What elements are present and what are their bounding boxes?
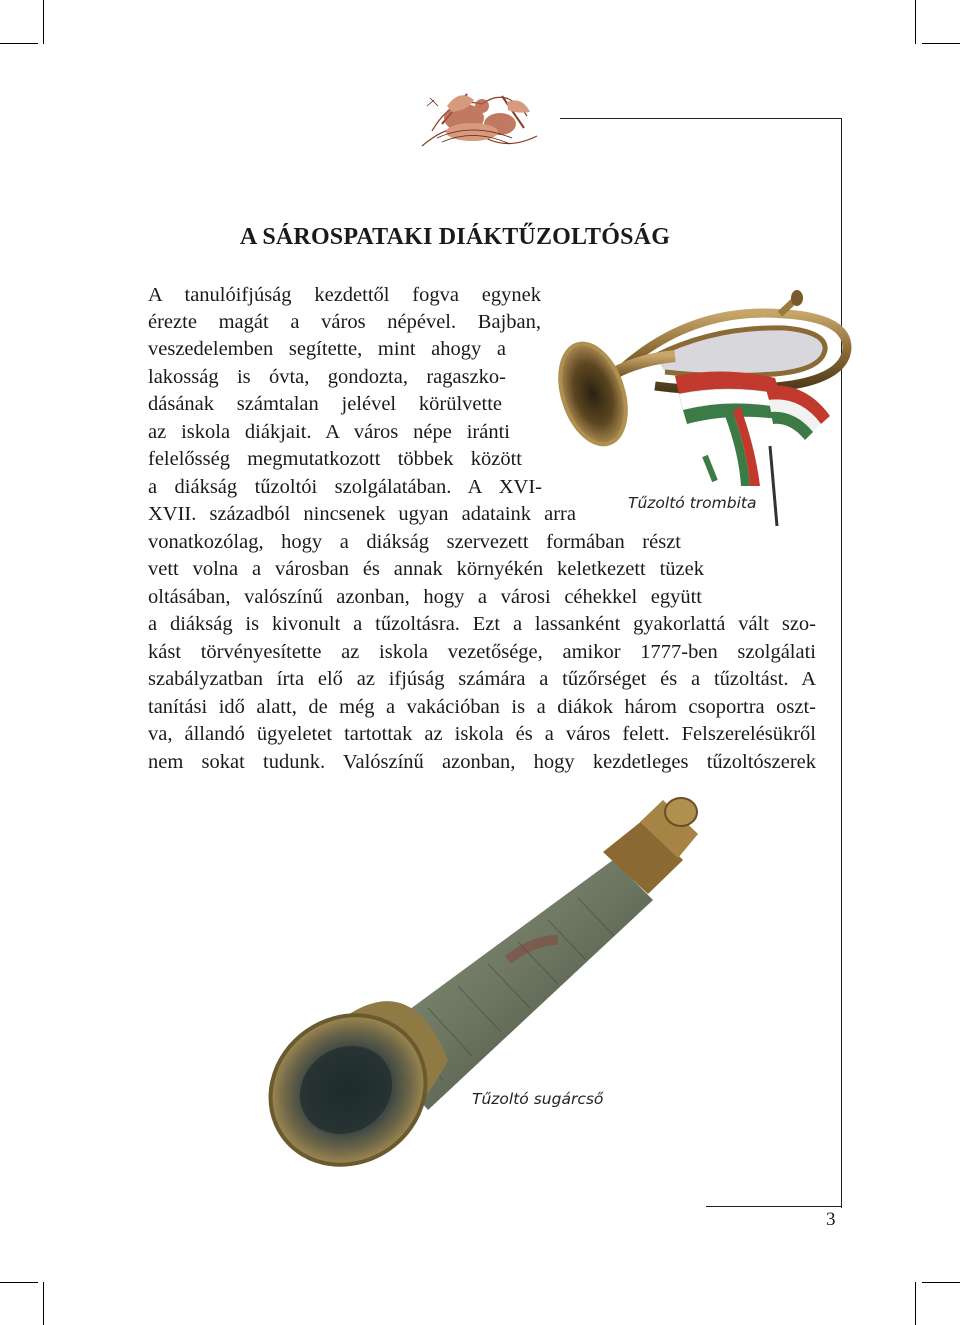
body-line: lakosság is óvta, gondozta, ragaszko- <box>148 366 506 388</box>
frame-top-line <box>560 118 842 119</box>
crop-mark-top-left-h <box>0 43 38 44</box>
fire-emblem-ornament <box>412 76 544 156</box>
body-line: az iskola diákjait. A város népe iránti <box>148 421 510 443</box>
crop-mark-bottom-right-h <box>922 1282 960 1283</box>
crop-mark-top-right-h <box>922 43 960 44</box>
body-line: a diákság is kivonult a tűzoltásra. Ezt a lassanként gyakorlattá vált szo- <box>148 613 816 635</box>
body-line: érezte magát a város népével. Bajban, <box>148 311 541 333</box>
crop-mark-top-right-v <box>915 0 916 44</box>
page-number: 3 <box>826 1209 836 1230</box>
crop-mark-bottom-left-v <box>43 1282 44 1325</box>
crop-mark-bottom-right-v <box>915 1282 916 1325</box>
body-line: felelősség megmutatkozott többek között <box>148 448 522 470</box>
body-line: a diákság tűzoltói szolgálatában. A XVI- <box>148 476 542 498</box>
body-line: vett volna a városban és annak környékén keletkezett tüzek <box>148 558 704 580</box>
body-line: dásának számtalan jelével körülvette <box>148 393 502 415</box>
nozzle-caption: Tűzoltó sugárcső <box>472 1090 604 1108</box>
page-title: A SÁROSPATAKI DIÁKTŰZOLTÓSÁG <box>239 224 671 250</box>
trumpet-caption: Tűzoltó trombita <box>628 494 757 512</box>
body-line: veszedelemben segítette, mint ahogy a <box>148 338 506 360</box>
body-line: nem sokat tudunk. Valószínű azonban, hogy kezdetleges tűzoltószerek <box>148 751 816 773</box>
frame-right-line <box>841 118 842 1208</box>
body-line: XVII. századból nincsenek ugyan adataink arra <box>148 503 576 525</box>
fire-hose-nozzle-photo <box>258 790 718 1170</box>
body-line: tanítási idő alatt, de még a vakációban is a diákok három csoportra oszt- <box>148 696 816 718</box>
frame-bottom-line <box>706 1206 842 1207</box>
crop-mark-bottom-left-h <box>0 1282 38 1283</box>
crop-mark-top-left-v <box>43 0 44 44</box>
body-line: szabályzatban írta elő az ifjúság számára a tűzőrséget és a tűzoltást. A <box>148 668 816 690</box>
body-line: oltásában, valószínű azonban, hogy a városi céhekkel együtt <box>148 586 702 608</box>
body-line: va, állandó ügyeletet tartottak az iskola és a város felett. Felszerelésükről <box>148 723 816 745</box>
body-line: kást törvényesítette az iskola vezetősége, amikor 1777-ben szolgálati <box>148 641 816 663</box>
body-line: vonatkozólag, hogy a diákság szervezett formában részt <box>148 531 681 553</box>
body-line: A tanulóifjúság kezdettől fogva egynek <box>148 284 541 306</box>
